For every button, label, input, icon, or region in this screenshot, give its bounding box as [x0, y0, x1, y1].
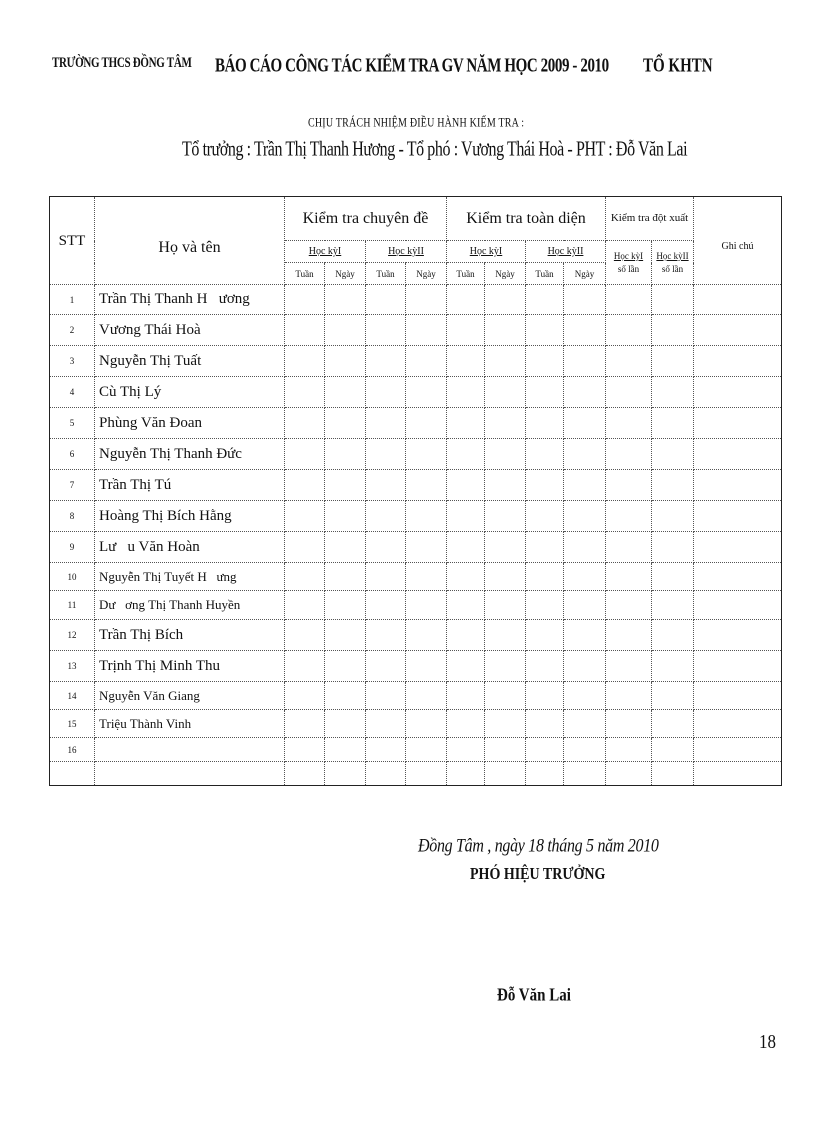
row-cell	[694, 532, 782, 563]
specialized-sem1: Học kỳI	[285, 241, 366, 263]
row-cell	[285, 682, 325, 710]
row-cell	[447, 682, 485, 710]
full-sem2: Học kỳII	[526, 241, 606, 263]
row-cell	[564, 591, 606, 620]
row-stt: 2	[50, 315, 95, 346]
row-cell	[652, 738, 694, 762]
row-cell	[526, 651, 564, 682]
row-cell	[406, 762, 447, 786]
row-cell	[485, 470, 526, 501]
row-cell	[485, 408, 526, 439]
row-name: Trần Thị Thanh H ương	[95, 285, 285, 315]
name-header: Họ và tên	[95, 197, 285, 285]
place-date: Đồng Tâm , ngày 18 tháng 5 năm 2010	[418, 836, 659, 857]
row-cell	[652, 591, 694, 620]
row-cell	[652, 439, 694, 470]
row-cell	[564, 532, 606, 563]
surprise-sem2	[652, 241, 694, 285]
row-cell	[406, 408, 447, 439]
row-stt: 8	[50, 501, 95, 532]
row-cell	[694, 439, 782, 470]
row-cell	[366, 762, 406, 786]
row-cell	[366, 470, 406, 501]
row-cell	[325, 532, 366, 563]
row-cell	[285, 563, 325, 591]
row-name: Vương Thái Hoà	[95, 315, 285, 346]
row-cell	[564, 501, 606, 532]
row-stt: 7	[50, 470, 95, 501]
row-cell	[526, 563, 564, 591]
row-stt: 13	[50, 651, 95, 682]
row-cell	[285, 408, 325, 439]
row-cell	[694, 620, 782, 651]
row-cell	[526, 315, 564, 346]
row-name	[95, 762, 285, 786]
table-row	[50, 651, 782, 682]
row-cell	[447, 315, 485, 346]
row-cell	[285, 532, 325, 563]
row-cell	[366, 501, 406, 532]
row-cell	[485, 563, 526, 591]
row-cell	[526, 532, 564, 563]
row-cell	[406, 738, 447, 762]
row-cell	[652, 532, 694, 563]
row-stt: 9	[50, 532, 95, 563]
specialized-header: Kiểm tra chuyên đề	[285, 197, 447, 241]
surprise-sem2-label: Học kỳII	[656, 250, 689, 261]
row-cell	[564, 710, 606, 738]
row-cell	[366, 285, 406, 315]
week-header: Tuần	[526, 263, 564, 285]
table-row	[50, 285, 782, 315]
row-cell	[606, 285, 652, 315]
row-name: Trần Thị Bích	[95, 620, 285, 651]
row-cell	[406, 315, 447, 346]
row-cell	[564, 738, 606, 762]
table-row	[50, 439, 782, 470]
responsible-label: CHỊU TRÁCH NHIỆM ĐIỀU HÀNH KIỂM TRA :	[308, 116, 525, 131]
row-cell	[447, 285, 485, 315]
table-row	[50, 532, 782, 563]
row-cell	[526, 501, 564, 532]
row-cell	[285, 591, 325, 620]
row-cell	[564, 762, 606, 786]
row-cell	[406, 651, 447, 682]
row-cell	[406, 346, 447, 377]
row-name	[95, 738, 285, 762]
row-cell	[564, 470, 606, 501]
row-cell	[526, 377, 564, 408]
surprise-header: Kiểm tra đột xuất	[606, 197, 694, 241]
page-number: 18	[759, 1030, 776, 1053]
row-cell	[325, 762, 366, 786]
table-row	[50, 377, 782, 408]
row-stt: 4	[50, 377, 95, 408]
row-cell	[447, 532, 485, 563]
row-name: Nguyễn Thị Thanh Đức	[95, 439, 285, 470]
row-cell	[606, 315, 652, 346]
day-header: Ngày	[485, 263, 526, 285]
row-cell	[606, 738, 652, 762]
row-cell	[447, 762, 485, 786]
row-cell	[694, 501, 782, 532]
row-cell	[406, 532, 447, 563]
row-name: Nguyễn Văn Giang	[95, 682, 285, 710]
table-row	[50, 315, 782, 346]
stt-header: STT	[50, 197, 95, 285]
row-cell	[406, 501, 447, 532]
row-stt: 5	[50, 408, 95, 439]
responsible-people: Tổ trưởng : Trần Thị Thanh Hương - Tổ phó : Vương Thái Hoà - PHT : Đỗ Văn Lai	[182, 138, 688, 161]
row-stt: 15	[50, 710, 95, 738]
row-cell	[366, 377, 406, 408]
row-cell	[325, 470, 366, 501]
table-row	[50, 738, 782, 762]
week-header: Tuần	[366, 263, 406, 285]
note-header: Ghi chú	[694, 197, 782, 285]
row-cell	[447, 439, 485, 470]
row-cell	[447, 651, 485, 682]
row-cell	[366, 408, 406, 439]
signer-name: Đỗ Văn Lai	[497, 986, 571, 1006]
row-name: Trần Thị Tú	[95, 470, 285, 501]
row-cell	[447, 563, 485, 591]
row-cell	[447, 377, 485, 408]
row-cell	[285, 377, 325, 408]
row-stt: 10	[50, 563, 95, 591]
row-cell	[606, 439, 652, 470]
row-name: Dư ơng Thị Thanh Huyền	[95, 591, 285, 620]
row-cell	[325, 738, 366, 762]
row-cell	[325, 439, 366, 470]
row-cell	[564, 346, 606, 377]
row-cell	[366, 682, 406, 710]
row-cell	[606, 501, 652, 532]
row-cell	[606, 470, 652, 501]
table-row	[50, 346, 782, 377]
table-row	[50, 408, 782, 439]
row-cell	[652, 563, 694, 591]
row-cell	[694, 591, 782, 620]
row-cell	[285, 315, 325, 346]
day-header: Ngày	[406, 263, 447, 285]
row-cell	[406, 563, 447, 591]
row-name: Nguyễn Thị Tuất	[95, 346, 285, 377]
row-cell	[694, 315, 782, 346]
row-name: Triệu Thành Vinh	[95, 710, 285, 738]
row-cell	[526, 762, 564, 786]
row-cell	[366, 710, 406, 738]
row-cell	[285, 620, 325, 651]
table-row	[50, 563, 782, 591]
row-cell	[606, 563, 652, 591]
row-cell	[606, 710, 652, 738]
row-cell	[366, 315, 406, 346]
surprise-sem1	[606, 241, 652, 285]
row-cell	[325, 620, 366, 651]
report-title: BÁO CÁO CÔNG TÁC KIỂM TRA GV NĂM HỌC 2009 - 2010	[215, 56, 609, 77]
signer-position: PHÓ HIỆU TRƯỞNG	[470, 866, 606, 884]
row-cell	[325, 315, 366, 346]
row-cell	[325, 563, 366, 591]
row-cell	[526, 346, 564, 377]
row-cell	[325, 591, 366, 620]
row-cell	[447, 620, 485, 651]
row-cell	[652, 377, 694, 408]
row-cell	[485, 762, 526, 786]
row-stt: 3	[50, 346, 95, 377]
specialized-sem2: Học kỳII	[366, 241, 447, 263]
row-cell	[694, 377, 782, 408]
row-cell	[366, 532, 406, 563]
row-cell	[694, 563, 782, 591]
row-cell	[526, 591, 564, 620]
row-cell	[652, 315, 694, 346]
table-row	[50, 470, 782, 501]
row-cell	[366, 346, 406, 377]
row-cell	[485, 377, 526, 408]
row-cell	[406, 710, 447, 738]
row-cell	[285, 439, 325, 470]
row-cell	[406, 620, 447, 651]
row-cell	[406, 591, 447, 620]
row-cell	[564, 377, 606, 408]
row-cell	[694, 651, 782, 682]
row-cell	[406, 470, 447, 501]
week-header: Tuần	[447, 263, 485, 285]
row-cell	[447, 408, 485, 439]
row-cell	[564, 408, 606, 439]
row-cell	[406, 377, 447, 408]
row-cell	[366, 651, 406, 682]
row-cell	[406, 682, 447, 710]
row-cell	[406, 439, 447, 470]
row-cell	[485, 532, 526, 563]
row-cell	[652, 408, 694, 439]
row-cell	[447, 470, 485, 501]
row-cell	[325, 651, 366, 682]
row-cell	[694, 738, 782, 762]
row-name: Phùng Văn Đoan	[95, 408, 285, 439]
row-cell	[606, 408, 652, 439]
row-cell	[325, 346, 366, 377]
row-cell	[564, 315, 606, 346]
row-stt: 12	[50, 620, 95, 651]
row-cell	[485, 620, 526, 651]
row-cell	[485, 346, 526, 377]
row-cell	[485, 591, 526, 620]
row-cell	[652, 285, 694, 315]
row-cell	[485, 501, 526, 532]
row-stt: 6	[50, 439, 95, 470]
row-cell	[652, 470, 694, 501]
row-cell	[606, 620, 652, 651]
row-cell	[652, 762, 694, 786]
row-stt: 11	[50, 591, 95, 620]
row-cell	[606, 377, 652, 408]
school-name: TRƯỜNG THCS ĐỒNG TÂM	[52, 55, 192, 72]
row-cell	[325, 710, 366, 738]
row-cell	[652, 620, 694, 651]
row-cell	[325, 377, 366, 408]
full-header: Kiểm tra toàn diện	[447, 197, 606, 241]
row-cell	[447, 738, 485, 762]
row-cell	[694, 470, 782, 501]
surprise-sem1-times: số lần	[617, 263, 640, 274]
row-cell	[325, 285, 366, 315]
row-cell	[652, 682, 694, 710]
table-row	[50, 710, 782, 738]
row-cell	[285, 470, 325, 501]
table-row	[50, 682, 782, 710]
row-cell	[564, 682, 606, 710]
full-sem1: Học kỳI	[447, 241, 526, 263]
row-cell	[526, 738, 564, 762]
row-cell	[652, 710, 694, 738]
surprise-sem2-times: số lần	[661, 263, 684, 274]
row-cell	[526, 408, 564, 439]
row-name: Hoàng Thị Bích Hằng	[95, 501, 285, 532]
row-stt	[50, 762, 95, 786]
row-cell	[526, 285, 564, 315]
row-cell	[606, 651, 652, 682]
row-cell	[564, 285, 606, 315]
row-cell	[526, 710, 564, 738]
row-cell	[526, 682, 564, 710]
row-cell	[526, 439, 564, 470]
row-cell	[325, 501, 366, 532]
row-cell	[285, 710, 325, 738]
row-cell	[447, 710, 485, 738]
row-cell	[447, 346, 485, 377]
row-name: Trịnh Thị Minh Thu	[95, 651, 285, 682]
day-header: Ngày	[325, 263, 366, 285]
row-cell	[485, 682, 526, 710]
row-cell	[406, 285, 447, 315]
row-cell	[285, 762, 325, 786]
inspection-table	[49, 196, 782, 786]
row-cell	[564, 439, 606, 470]
row-cell	[285, 501, 325, 532]
row-cell	[485, 710, 526, 738]
row-cell	[606, 346, 652, 377]
row-cell	[652, 651, 694, 682]
row-cell	[606, 762, 652, 786]
row-cell	[694, 408, 782, 439]
row-cell	[652, 346, 694, 377]
row-cell	[694, 346, 782, 377]
row-name: Lư u Văn Hoàn	[95, 532, 285, 563]
row-cell	[652, 501, 694, 532]
surprise-sem1-label: Học kỳI	[613, 250, 644, 261]
row-cell	[285, 285, 325, 315]
row-cell	[606, 591, 652, 620]
row-cell	[606, 682, 652, 710]
row-cell	[485, 651, 526, 682]
row-cell	[526, 620, 564, 651]
row-cell	[564, 651, 606, 682]
row-name: Nguyễn Thị Tuyết H ưng	[95, 563, 285, 591]
row-stt: 16	[50, 738, 95, 762]
table-row	[50, 591, 782, 620]
row-cell	[564, 620, 606, 651]
week-header: Tuần	[285, 263, 325, 285]
row-stt: 14	[50, 682, 95, 710]
row-cell	[366, 563, 406, 591]
row-cell	[285, 738, 325, 762]
day-header: Ngày	[564, 263, 606, 285]
row-cell	[694, 762, 782, 786]
row-cell	[694, 682, 782, 710]
row-cell	[366, 439, 406, 470]
row-cell	[325, 682, 366, 710]
row-stt: 1	[50, 285, 95, 315]
row-cell	[285, 346, 325, 377]
row-cell	[694, 285, 782, 315]
table-row	[50, 620, 782, 651]
row-cell	[366, 738, 406, 762]
row-cell	[366, 620, 406, 651]
row-name: Cù Thị Lý	[95, 377, 285, 408]
row-cell	[447, 591, 485, 620]
row-cell	[606, 532, 652, 563]
group-name: TỔ KHTN	[643, 56, 713, 77]
row-cell	[485, 439, 526, 470]
row-cell	[485, 738, 526, 762]
row-cell	[485, 285, 526, 315]
row-cell	[526, 470, 564, 501]
table-row	[50, 762, 782, 786]
table-row	[50, 501, 782, 532]
row-cell	[447, 501, 485, 532]
row-cell	[485, 315, 526, 346]
row-cell	[285, 651, 325, 682]
row-cell	[564, 563, 606, 591]
row-cell	[366, 591, 406, 620]
row-cell	[694, 710, 782, 738]
row-cell	[325, 408, 366, 439]
